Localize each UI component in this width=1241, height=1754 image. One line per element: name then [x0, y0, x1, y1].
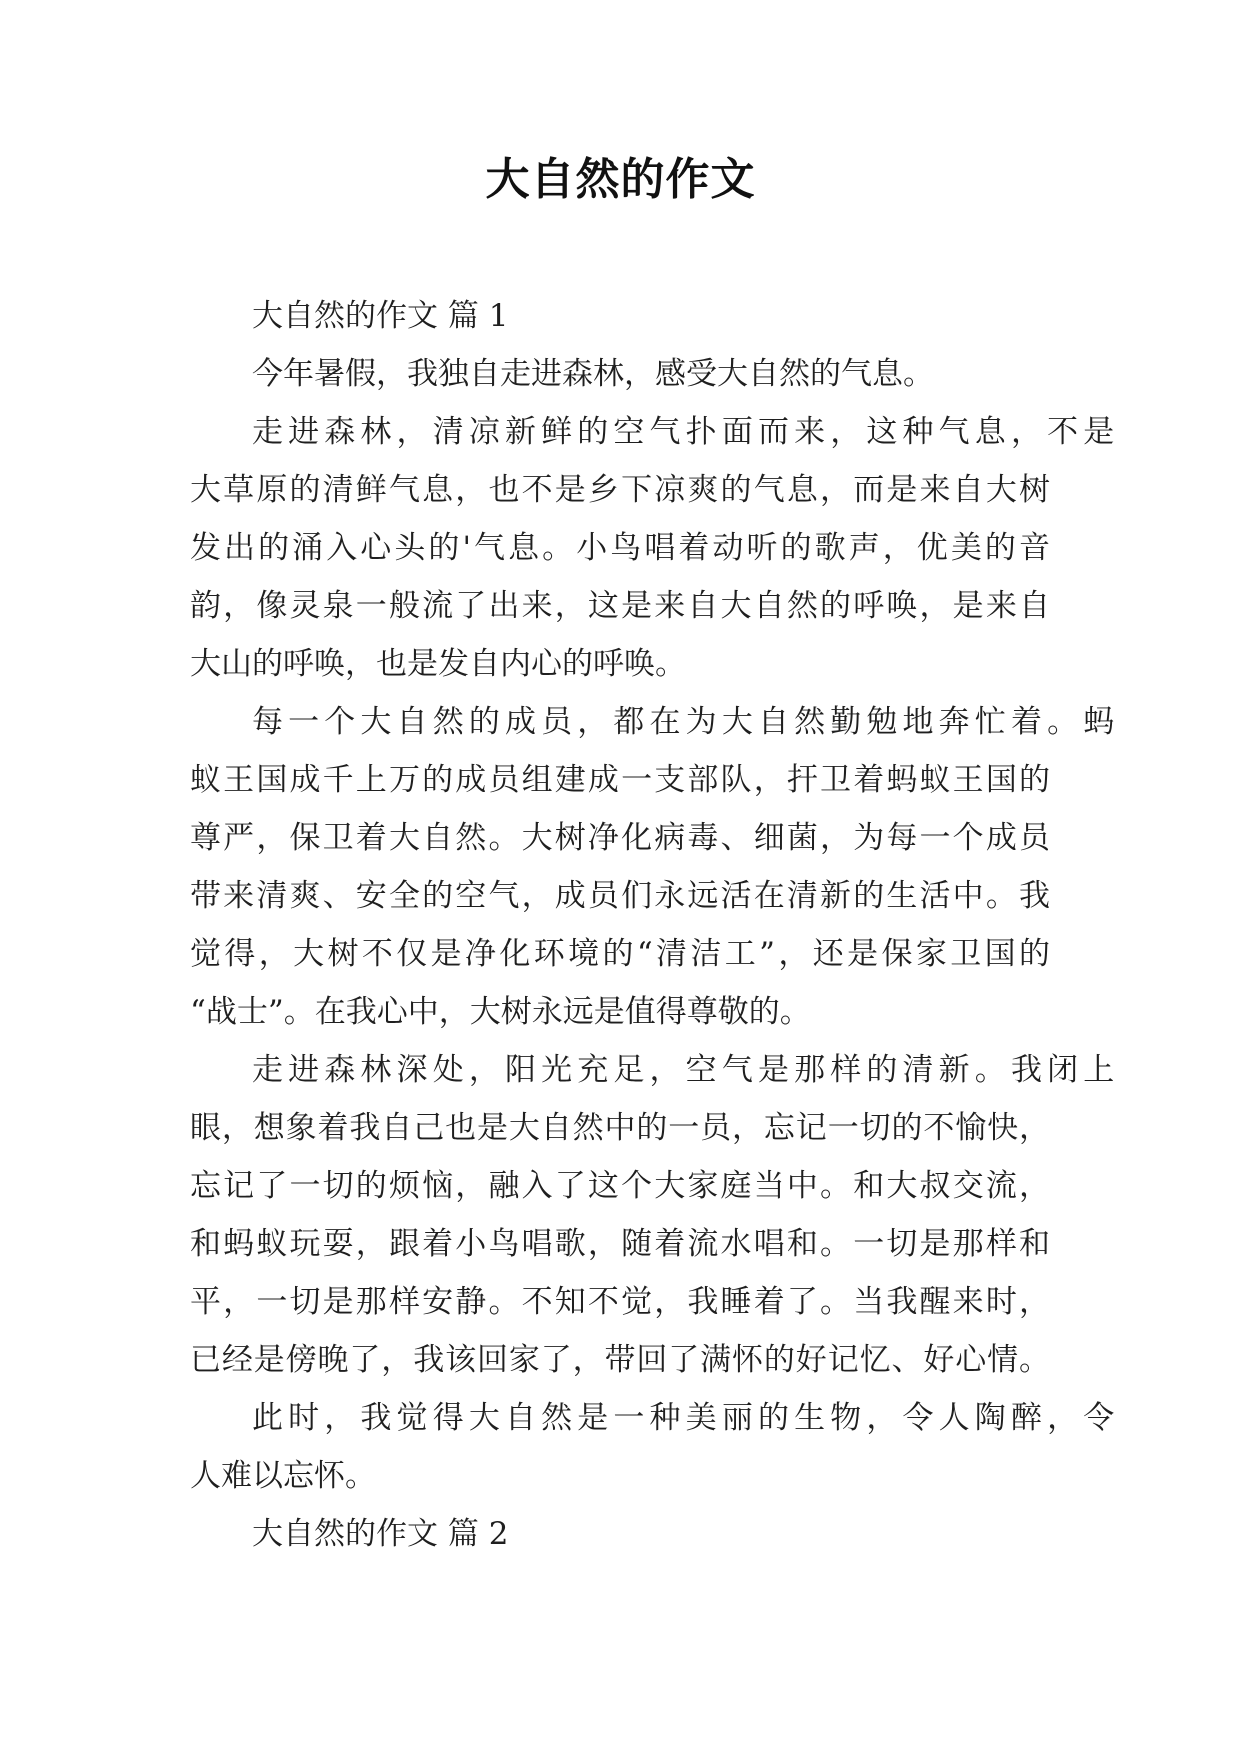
text-line: 大草原的清鲜气息，也不是乡下凉爽的气息，而是来自大树	[190, 472, 1050, 508]
text-line: 蚁王国成千上万的成员组建成一支部队，扞卫着蚂蚁王国的	[190, 762, 1050, 798]
text-line: 眼，想象着我自己也是大自然中的一员，忘记一切的不愉快，	[190, 1110, 1050, 1146]
text-line: 带来清爽、安全的空气，成员们永远活在清新的生活中。我	[190, 878, 1050, 914]
text-line: 大山的呼唤，也是发自内心的呼唤。	[190, 646, 686, 682]
text-line: 每一个大自然的成员，都在为大自然勤勉地奔忙着。蚂	[252, 704, 1112, 740]
text-line: 走进森林深处，阳光充足，空气是那样的清新。我闭上	[252, 1052, 1112, 1088]
section-heading: 大自然的作文 篇 1	[252, 298, 509, 334]
text-line: 忘记了一切的烦恼，融入了这个大家庭当中。和大叔交流，	[190, 1168, 1050, 1204]
text-line: 已经是傍晚了，我该回家了，带回了满怀的好记忆、好心情。	[190, 1342, 1050, 1378]
text-line: 平，一切是那样安静。不知不觉，我睡着了。当我醒来时，	[190, 1284, 1050, 1320]
document-body	[190, 287, 1112, 1563]
text-line: “战士”。在我心中，大树永远是值得尊敬的。	[190, 994, 811, 1030]
text-line: 尊严，保卫着大自然。大树净化病毒、细菌，为每一个成员	[190, 820, 1050, 856]
text-line: 觉得，大树不仅是净化环境的“清洁工”，还是保家卫国的	[190, 936, 1050, 972]
text-line: 走进森林，清凉新鲜的空气扑面而来，这种气息，不是	[252, 414, 1112, 450]
text-line: 韵，像灵泉一般流了出来，这是来自大自然的呼唤，是来自	[190, 588, 1050, 624]
text-line: 今年暑假，我独自走进森林，感受大自然的气息。	[252, 356, 934, 392]
section-heading: 大自然的作文 篇 2	[252, 1516, 509, 1552]
text-line: 人难以忘怀。	[190, 1458, 376, 1494]
document-title: 大自然的作文	[485, 154, 756, 205]
text-line: 和蚂蚁玩耍，跟着小鸟唱歌，随着流水唱和。一切是那样和	[190, 1226, 1050, 1262]
text-line: 此时，我觉得大自然是一种美丽的生物，令人陶醉，令	[252, 1400, 1112, 1436]
text-line: 发出的涌入心头的'气息。小鸟唱着动听的歌声，优美的音	[190, 530, 1050, 566]
